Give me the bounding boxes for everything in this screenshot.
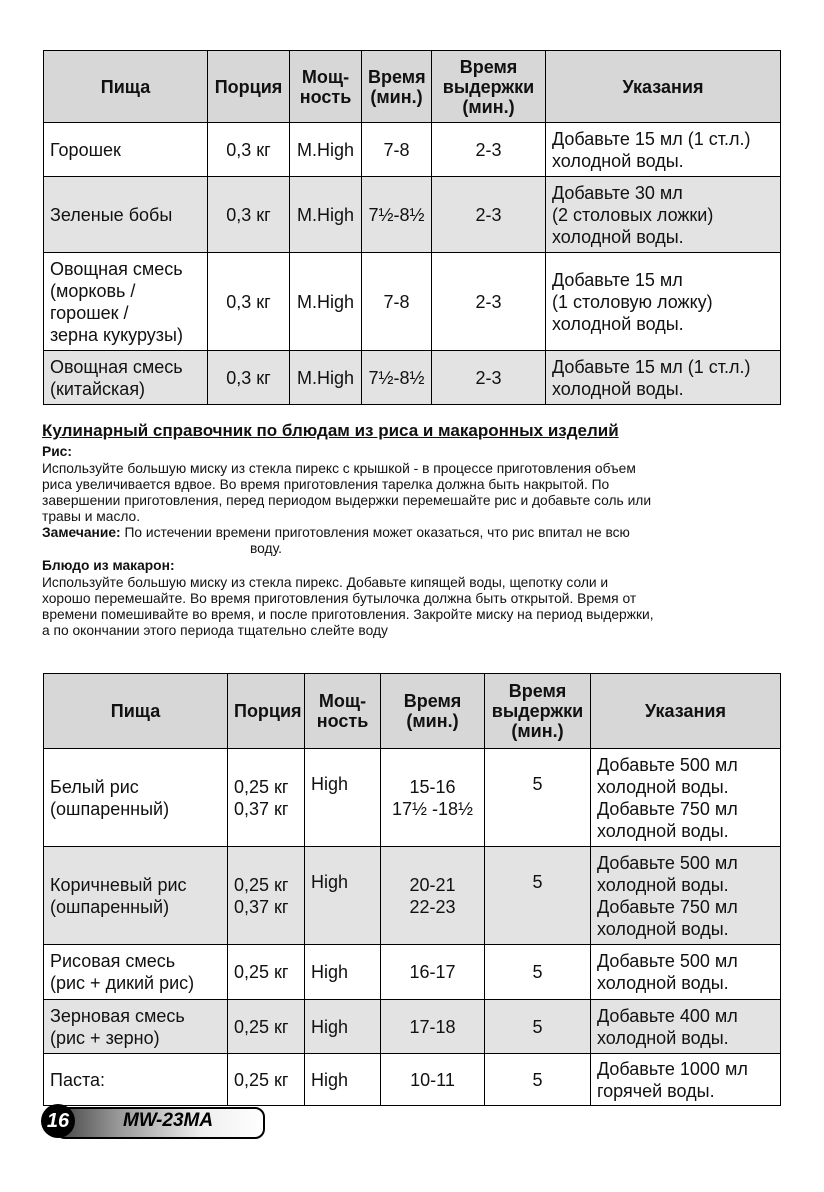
cell-time: 7-8 xyxy=(362,123,432,177)
header-instructions: Указания xyxy=(591,674,781,749)
cell-power: High xyxy=(305,1054,381,1106)
table-row xyxy=(44,253,781,351)
cell-food: Рисовая смесь (рис + дикий рис) xyxy=(44,945,228,1000)
cell-instructions: Добавьте 15 мл (1 столовую ложку) холодной воды. xyxy=(546,253,781,351)
cell-power: M.High xyxy=(290,253,362,351)
pasta-line: времени помешивайте во время, и после приготовления. Закройте миску на период выдержки, xyxy=(42,607,654,622)
cell-power: High xyxy=(305,749,381,847)
cell-hold: 5 xyxy=(485,847,591,945)
cell-instructions: Добавьте 500 мл холодной воды. xyxy=(591,945,781,1000)
cell-hold: 2-3 xyxy=(432,253,546,351)
cell-hold: 5 xyxy=(485,945,591,1000)
cell-portion: 0,25 кг xyxy=(228,1054,305,1106)
cell-power: High xyxy=(305,945,381,1000)
cell-food: Паста: xyxy=(44,1054,228,1106)
cell-hold: 2-3 xyxy=(432,123,546,177)
cell-food: Овощная смесь (китайская) xyxy=(44,351,208,405)
cell-time: 20-21 22-23 xyxy=(381,847,485,945)
table-header-row xyxy=(44,674,781,749)
cell-portion: 0,3 кг xyxy=(208,351,290,405)
table-row xyxy=(44,847,781,945)
table-row xyxy=(44,1054,781,1106)
cell-hold: 2-3 xyxy=(432,177,546,253)
cell-portion: 0,25 кг 0,37 кг xyxy=(228,749,305,847)
cell-portion: 0,3 кг xyxy=(208,123,290,177)
vegetables-table xyxy=(43,50,781,405)
cell-hold: 5 xyxy=(485,1000,591,1054)
rice-line: Используйте большую миску из стекла пирекс с крышкой - в процессе приготовления объем xyxy=(42,461,636,476)
header-hold: Время выдержки (мин.) xyxy=(432,51,546,123)
table-row xyxy=(44,1000,781,1054)
rice-label xyxy=(42,444,782,460)
cell-food: Коричневый рис (ошпаренный) xyxy=(44,847,228,945)
note-line xyxy=(42,525,782,541)
header-hold: Время выдержки (мин.) xyxy=(485,674,591,749)
rice-pasta-table xyxy=(43,673,781,1106)
pasta-label xyxy=(42,558,782,574)
cell-power: M.High xyxy=(290,351,362,405)
pasta-line: а по окончании этого периода тщательно слейте воду xyxy=(42,623,388,638)
cell-food: Зеленые бобы xyxy=(44,177,208,253)
cell-time: 17-18 xyxy=(381,1000,485,1054)
header-instructions: Указания xyxy=(546,51,781,123)
cell-instructions: Добавьте 500 мл холодной воды. Добавьте 750 мл холодной воды. xyxy=(591,749,781,847)
pasta-heading: Блюдо из макарон: xyxy=(42,558,175,573)
cell-instructions: Добавьте 30 мл (2 столовых ложки) холодной воды. xyxy=(546,177,781,253)
rice-line: риса увеличивается вдвое. Во время приготовления тарелка должна быть накрытой. По xyxy=(42,477,610,492)
cell-food: Белый рис (ошпаренный) xyxy=(44,749,228,847)
table-header-row xyxy=(44,51,781,123)
page-number: 16 xyxy=(41,1104,75,1138)
cell-hold: 5 xyxy=(485,1054,591,1106)
cell-instructions: Добавьте 15 мл (1 ст.л.) холодной воды. xyxy=(546,351,781,405)
cell-hold: 5 xyxy=(485,749,591,847)
cell-hold: 2-3 xyxy=(432,351,546,405)
rice-heading: Рис: xyxy=(42,444,72,459)
cell-portion: 0,25 кг xyxy=(228,945,305,1000)
cell-time: 7-8 xyxy=(362,253,432,351)
note-label: Замечание: xyxy=(42,525,121,540)
cell-time: 7½-8½ xyxy=(362,351,432,405)
note-text: По истечении времени приготовления может оказаться, что рис впитал не всю xyxy=(124,525,630,540)
header-food: Пища xyxy=(44,51,208,123)
cell-time: 15-16 17½ -18½ xyxy=(381,749,485,847)
table-row xyxy=(44,123,781,177)
section-title: Кулинарный справочник по блюдам из риса и макаронных изделий xyxy=(42,421,619,440)
cell-time: 10-11 xyxy=(381,1054,485,1106)
cell-power: High xyxy=(305,1000,381,1054)
cell-time: 16-17 xyxy=(381,945,485,1000)
cell-portion: 0,3 кг xyxy=(208,253,290,351)
cell-food: Овощная смесь (морковь / горошек / зерна кукурузы) xyxy=(44,253,208,351)
cell-time: 7½-8½ xyxy=(362,177,432,253)
cell-instructions: Добавьте 15 мл (1 ст.л.) холодной воды. xyxy=(546,123,781,177)
cell-food: Горошек xyxy=(44,123,208,177)
header-power: Мощ- ность xyxy=(290,51,362,123)
table-row xyxy=(44,945,781,1000)
pasta-line: хорошо перемешайте. Во время приготовления бутылочка должна быть открытой. Время от xyxy=(42,591,637,606)
model-name: MW-23MA xyxy=(123,1110,214,1131)
header-time: Время (мин.) xyxy=(362,51,432,123)
header-food: Пища xyxy=(44,674,228,749)
cell-portion: 0,25 кг 0,37 кг xyxy=(228,847,305,945)
pasta-line: Используйте большую миску из стекла пирекс. Добавьте кипящей воды, щепотку соли и xyxy=(42,575,609,590)
table-row xyxy=(44,351,781,405)
page-footer xyxy=(41,1104,265,1138)
note-continuation: воду. xyxy=(250,541,282,556)
rice-line: травы и масло. xyxy=(42,509,141,524)
cell-instructions: Добавьте 1000 мл горячей воды. xyxy=(591,1054,781,1106)
rice-line: завершении приготовления, перед периодом выдержки перемешайте рис и добавьте соль или xyxy=(42,493,652,508)
table-row xyxy=(44,749,781,847)
cell-power: High xyxy=(305,847,381,945)
header-portion: Порция xyxy=(208,51,290,123)
cell-power: M.High xyxy=(290,123,362,177)
cell-portion: 0,25 кг xyxy=(228,1000,305,1054)
table-row xyxy=(44,177,781,253)
cell-instructions: Добавьте 500 мл холодной воды. Добавьте 750 мл холодной воды. xyxy=(591,847,781,945)
header-power: Мощ- ность xyxy=(305,674,381,749)
cell-power: M.High xyxy=(290,177,362,253)
cell-portion: 0,3 кг xyxy=(208,177,290,253)
cell-food: Зерновая смесь (рис + зерно) xyxy=(44,1000,228,1054)
header-time: Время (мин.) xyxy=(381,674,485,749)
header-portion: Порция xyxy=(228,674,305,749)
cell-instructions: Добавьте 400 мл холодной воды. xyxy=(591,1000,781,1054)
